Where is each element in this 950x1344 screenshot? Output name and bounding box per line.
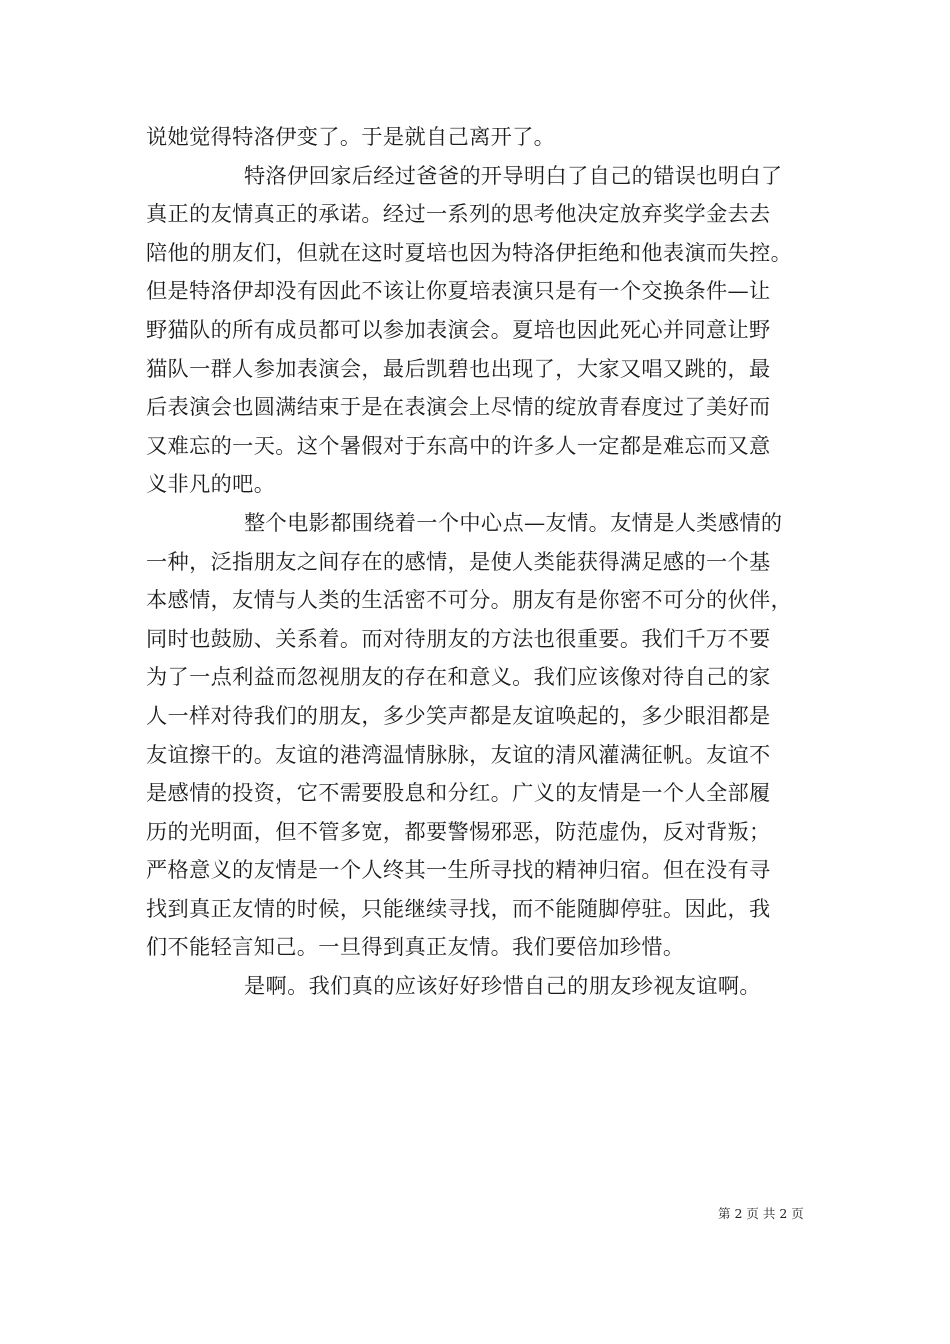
text-line: 后表演会也圆满结束于是在表演会上尽情的绽放青春度过了美好而 [146,394,771,420]
body-text [146,118,811,1006]
text-line: 人一样对待我们的朋友，多少笑声都是友谊唤起的，多少眼泪都是 [146,702,771,728]
text-line: 说她觉得特洛伊变了。于是就自己离开了。 [146,124,556,149]
text-line: 友谊擦干的。友谊的港湾温情脉脉，友谊的清风灌满征帆。友谊不 [146,741,771,767]
text-line: 们不能轻言知己。一旦得到真正友情。我们要倍加珍惜。 [146,934,685,960]
page-number: 第 2 页 共 2 页 [718,1206,804,1221]
text-line: 历的光明面，但不管多宽，都要警惕邪恶，防范虚伪，反对背叛； [146,818,771,844]
text-line: 野猫队的所有成员都可以参加表演会。夏培也因此死心并同意让野 [146,316,771,342]
text-line: 猫队一群人参加表演会，最后凯碧也出现了，大家又唱又跳的，最 [146,355,771,381]
text-line: 义非凡的吧。 [146,471,276,497]
text-line: 陪他的朋友们，但就在这时夏培也因为特洛伊拒绝和他表演而失控。 [146,239,793,265]
text-line: 特洛伊回家后经过爸爸的开导明白了自己的错误也明白了 [244,162,783,188]
text-line: 一种，泛指朋友之间存在的感情，是使人类能获得满足感的一个基 [146,548,771,574]
text-line: 找到真正友情的时候，只能继续寻找，而不能随脚停驻。因此，我 [146,895,771,921]
text-line: 严格意义的友情是一个人终其一生所寻找的精神归宿。但在没有寻 [146,857,771,883]
text-line: 但是特洛伊却没有因此不该让你夏培表演只是有一个交换条件—让 [146,278,771,304]
text-line: 是啊。我们真的应该好好珍惜自己的朋友珍视友谊啊。 [244,973,761,999]
text-line: 同时也鼓励、关系着。而对待朋友的方法也很重要。我们千万不要 [146,625,771,651]
text-line: 是感情的投资，它不需要股息和分红。广义的友情是一个人全部履 [146,780,771,806]
text-line: 真正的友情真正的承诺。经过一系列的思考他决定放弃奖学金去去 [146,201,771,227]
text-line: 整个电影都围绕着一个中心点—友情。友情是人类感情的 [244,509,783,535]
text-line: 又难忘的一天。这个暑假对于东高中的许多人一定都是难忘而又意 [146,432,771,458]
text-line: 本感情，友情与人类的生活密不可分。朋友有是你密不可分的伙伴， [146,587,793,613]
text-line: 为了一点利益而忽视朋友的存在和意义。我们应该像对待自己的家 [146,664,771,690]
